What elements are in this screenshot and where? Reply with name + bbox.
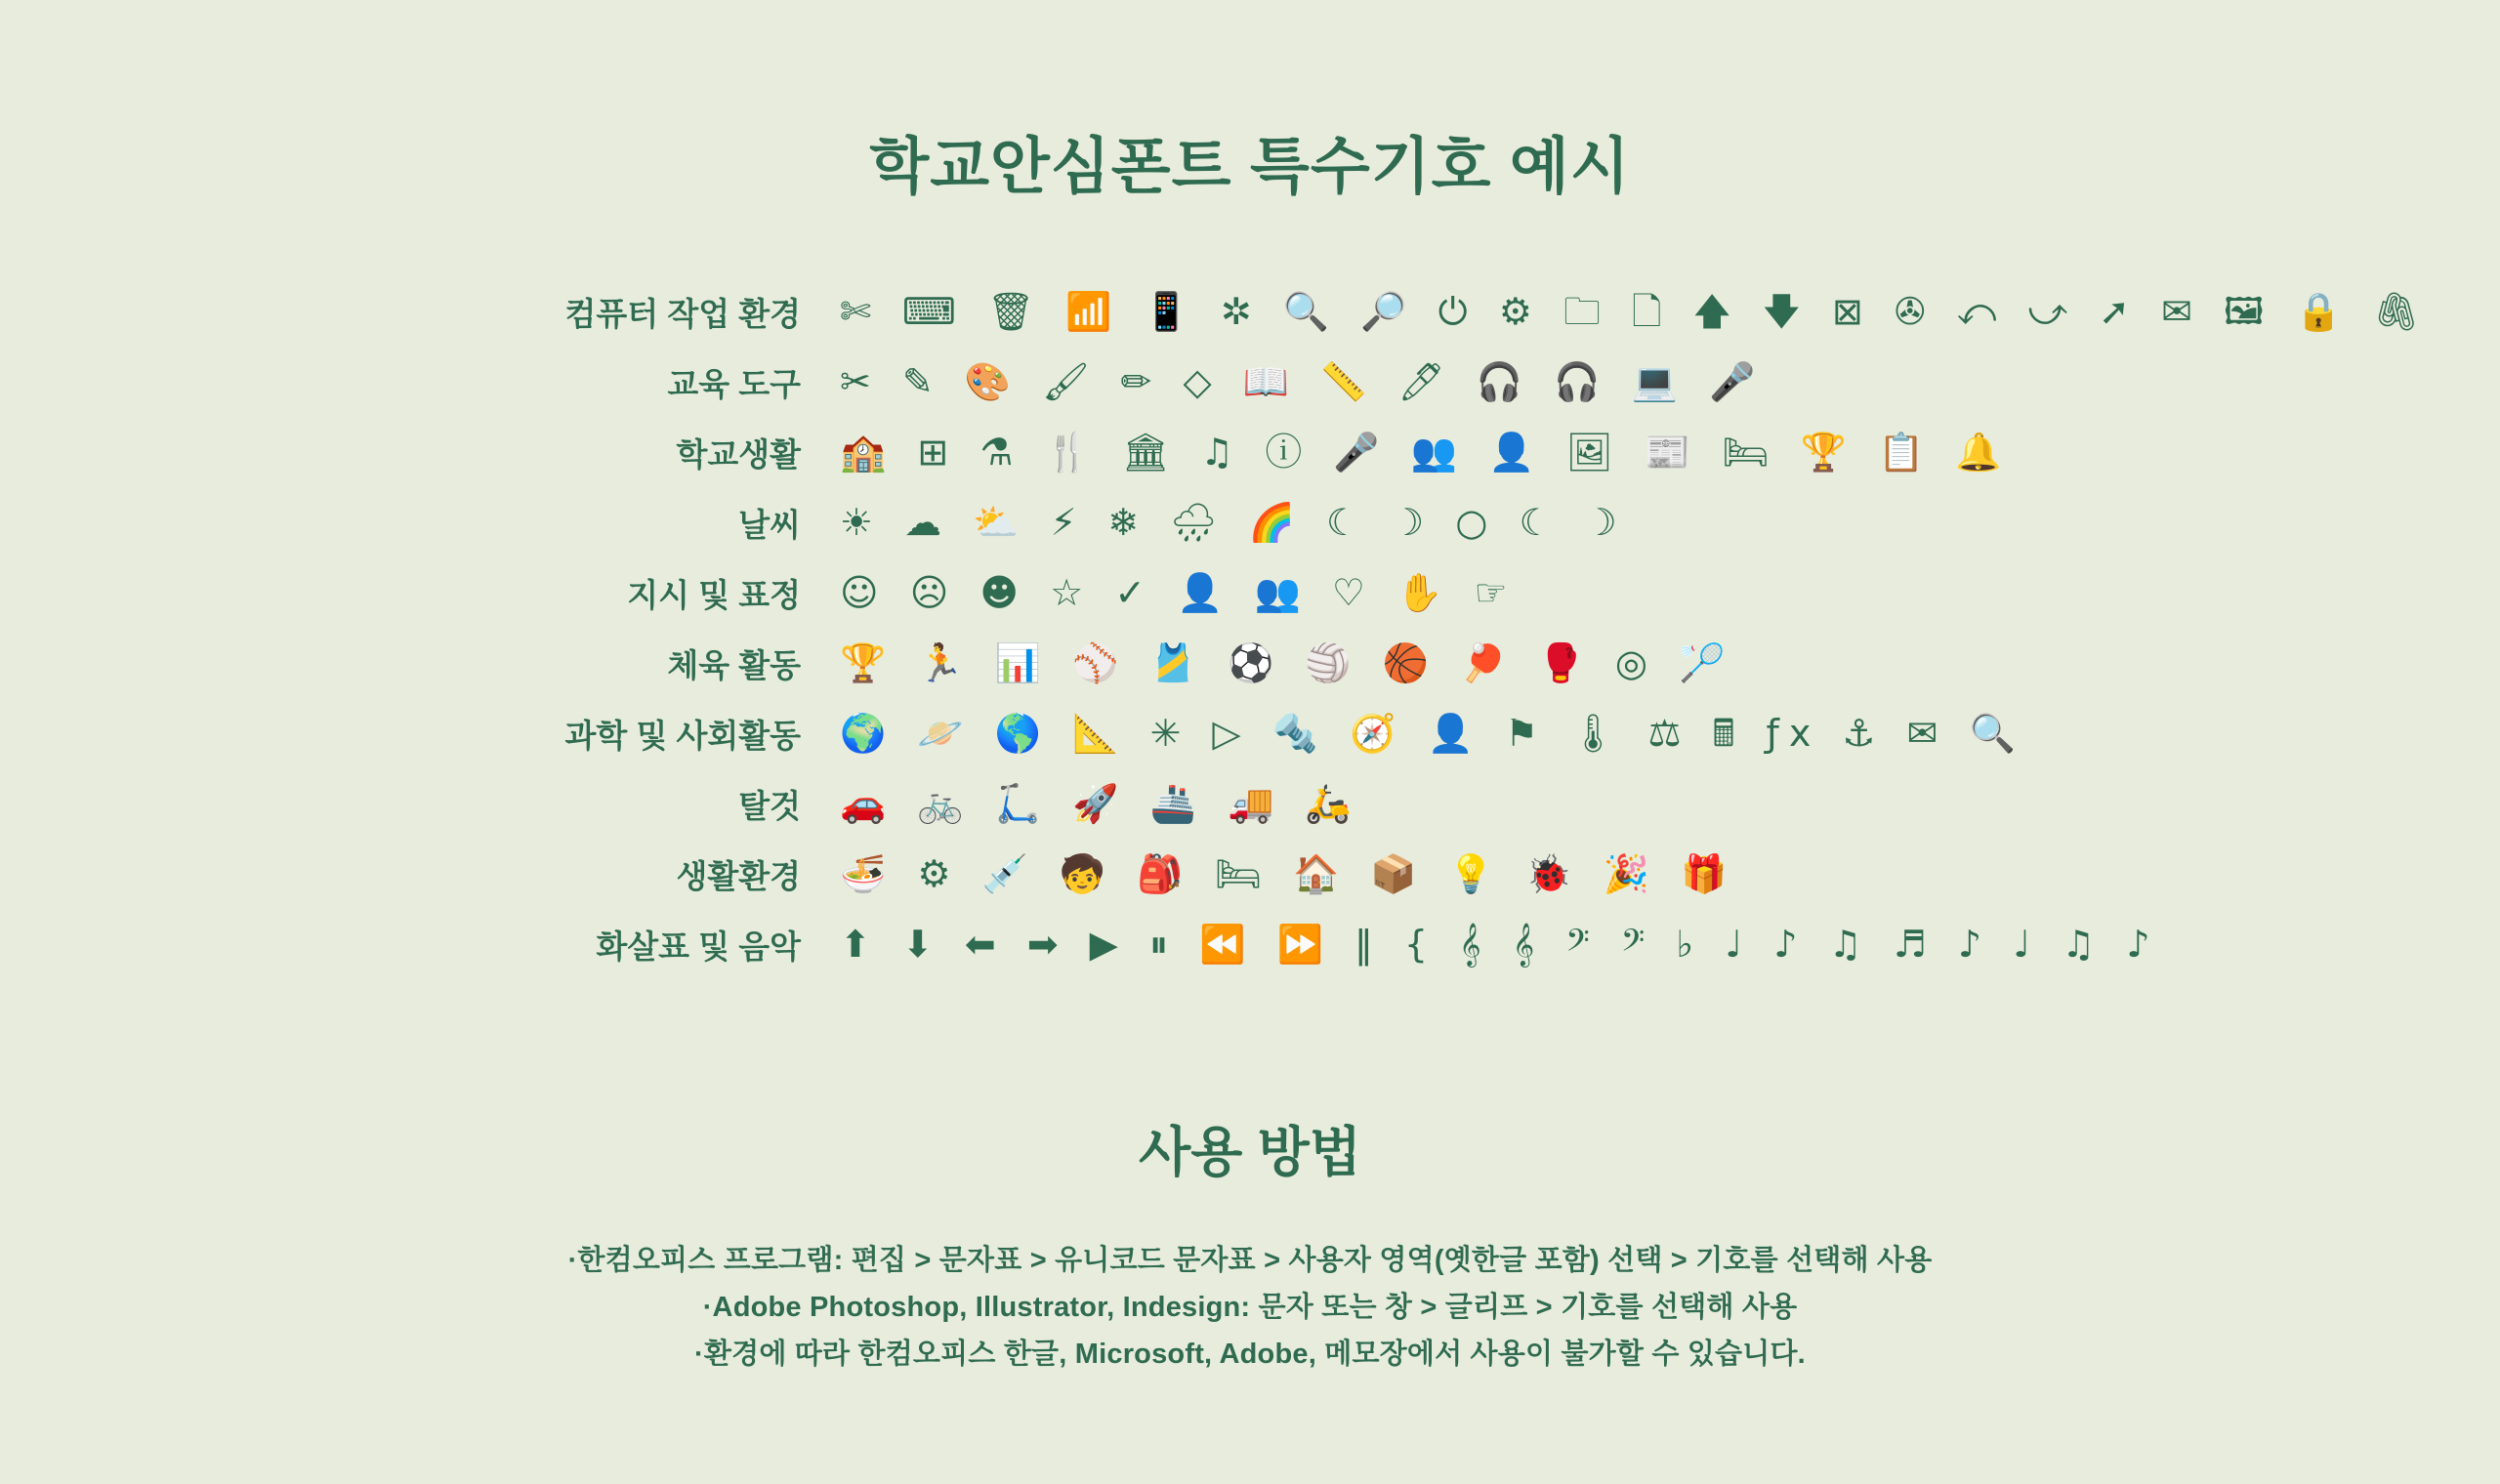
- symbol-category-row: [293, 347, 2500, 417]
- category-label: 날씨: [738, 506, 801, 543]
- symbol-category-row: [293, 557, 2500, 628]
- category-label: 교육 도구: [667, 365, 801, 402]
- category-label: 생활환경: [676, 857, 801, 894]
- usage-instruction-line: ·환경에 따라 한컴오피스 한글, Microsoft, Adobe, 메모장에서 사용이 불가할 수 있습니다.: [694, 1338, 1806, 1370]
- symbol-category-list: [0, 276, 2500, 979]
- usage-instruction-list: [0, 1238, 2500, 1379]
- page-title: 학교안심폰트 특수기호 예시: [869, 133, 1631, 201]
- symbol-category-row: [293, 628, 2500, 698]
- category-glyphs: 🌍 🪐 🌎 📐 ✳ ▷ 🔩 🧭 👤 ⚑ 🌡 ⚖ 🖩 ƒx ⚓ ✉ 🔍: [840, 712, 2025, 755]
- category-label: 화살표 및 음악: [596, 928, 801, 965]
- symbol-category-row: [293, 839, 2500, 909]
- category-label: 학교생활: [676, 435, 801, 473]
- category-label: 컴퓨터 작업 환경: [564, 295, 801, 332]
- category-glyphs: 🚗 🚲 🛴 🚀 🚢 🚚 🛵: [840, 782, 1361, 825]
- symbol-category-row: [293, 487, 2500, 557]
- symbol-category-row: [293, 276, 2500, 347]
- symbol-category-row: [293, 909, 2500, 979]
- usage-section-title: 사용 방법: [1139, 1122, 1361, 1182]
- usage-instruction-line: ·Adobe Photoshop, Illustrator, Indesign: 문자 또는 창 > 글리프 > 기호를 선택해 사용: [702, 1291, 1798, 1323]
- category-label: 지시 및 표정: [627, 576, 801, 613]
- category-glyphs: ☺ ☹ ☻ ☆ ✓ 👤 👥 ♡ ✋ ☞: [840, 571, 1518, 614]
- category-label: 체육 활동: [667, 646, 801, 683]
- category-glyphs: ⬆ ⬇ ⬅ ➡ ▶ ⏸ ⏪ ⏩ ‖ { 𝄞 𝄞 𝄢 𝄢 ♭ ♩ ♪ ♫ ♬ ♪ ♩ ♫ ♪: [840, 923, 2160, 966]
- category-glyphs: 🏫 ⊞ ⚗ 🍴 🏛 ♫ ⓘ 🎤 👥 👤 🖼 📰 🛏 🏆 📋 🔔: [840, 431, 2012, 474]
- symbol-category-row: [293, 698, 2500, 768]
- category-glyphs: 🍜 ⚙ 💉 🧒 🎒 🛏 🏠 📦 💡 🐞 🎉 🎁: [840, 852, 1737, 895]
- category-glyphs: 🏆 🏃 📊 ⚾ 🎽 ⚽ 🏐 🏀 🏓 🥊 ◎ 🏸: [840, 641, 1735, 684]
- category-glyphs: ☀ ☁ ⛅ ⚡ ❄ 🌧 🌈 ☾ ☽ ○ ☾ ☽: [840, 501, 1627, 544]
- symbol-category-row: [293, 768, 2500, 839]
- usage-instruction-line: ·한컴오피스 프로그램: 편집 > 문자표 > 유니코드 문자표 > 사용자 영역(옛한글 포함) 선택 > 기호를 선택해 사용: [567, 1245, 1933, 1276]
- category-glyphs: ✂ ✎ 🎨 🖌 ✏ ◇ 📖 📏 🖊 🎧 🎧 💻 🎤: [840, 360, 1766, 403]
- category-label: 탈것: [738, 787, 801, 824]
- category-glyphs: ✄ ⌨ 🗑 📶 📱 ✲ 🔍 🔎 ⏻ ⚙ 🗀 🗋 🡅 🡇 ⊠ ✇ ⤺ ⤻ ➚ ✉ 🖼 🔒 🖇: [840, 290, 2431, 333]
- category-label: 과학 및 사회활동: [564, 717, 801, 754]
- symbol-category-row: [293, 417, 2500, 487]
